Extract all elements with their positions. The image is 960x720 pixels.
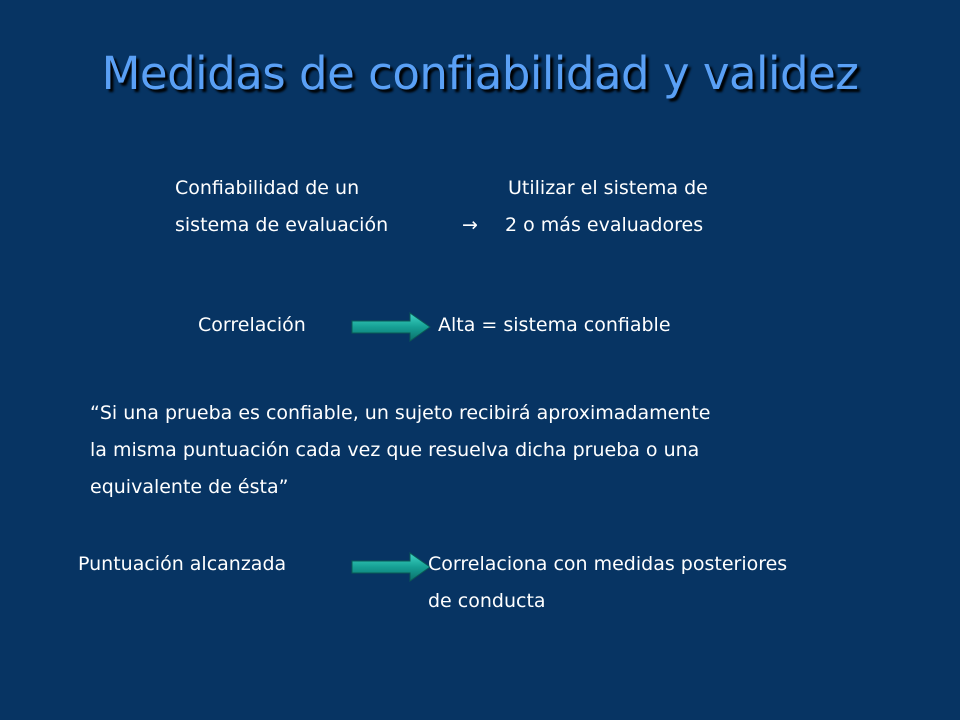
high-reliability-text: Alta = sistema confiable	[438, 314, 671, 336]
small-right-arrow-icon: →	[462, 214, 478, 236]
correlation-label: Correlación	[198, 314, 306, 336]
slide-title: Medidas de confiabilidad y validez	[101, 47, 859, 100]
quote-line3: equivalente de ésta”	[90, 476, 289, 498]
quote-line2: la misma puntuación cada vez que resuelva dicha prueba o una	[90, 439, 700, 461]
use-system-line2: 2 o más evaluadores	[505, 214, 704, 236]
block-right-arrow-icon	[350, 550, 432, 584]
reliability-label-line2: sistema de evaluación	[175, 214, 389, 236]
reliability-label-line1: Confiabilidad de un	[175, 177, 360, 199]
correlates-line2: de conducta	[428, 590, 546, 612]
quote-line1: “Si una prueba es confiable, un sujeto recibirá aproximadamente	[90, 402, 711, 424]
use-system-line1: Utilizar el sistema de	[508, 177, 708, 199]
score-achieved-label: Puntuación alcanzada	[78, 553, 287, 575]
block-right-arrow-icon	[350, 310, 432, 344]
correlates-line1: Correlaciona con medidas posteriores	[428, 553, 788, 575]
